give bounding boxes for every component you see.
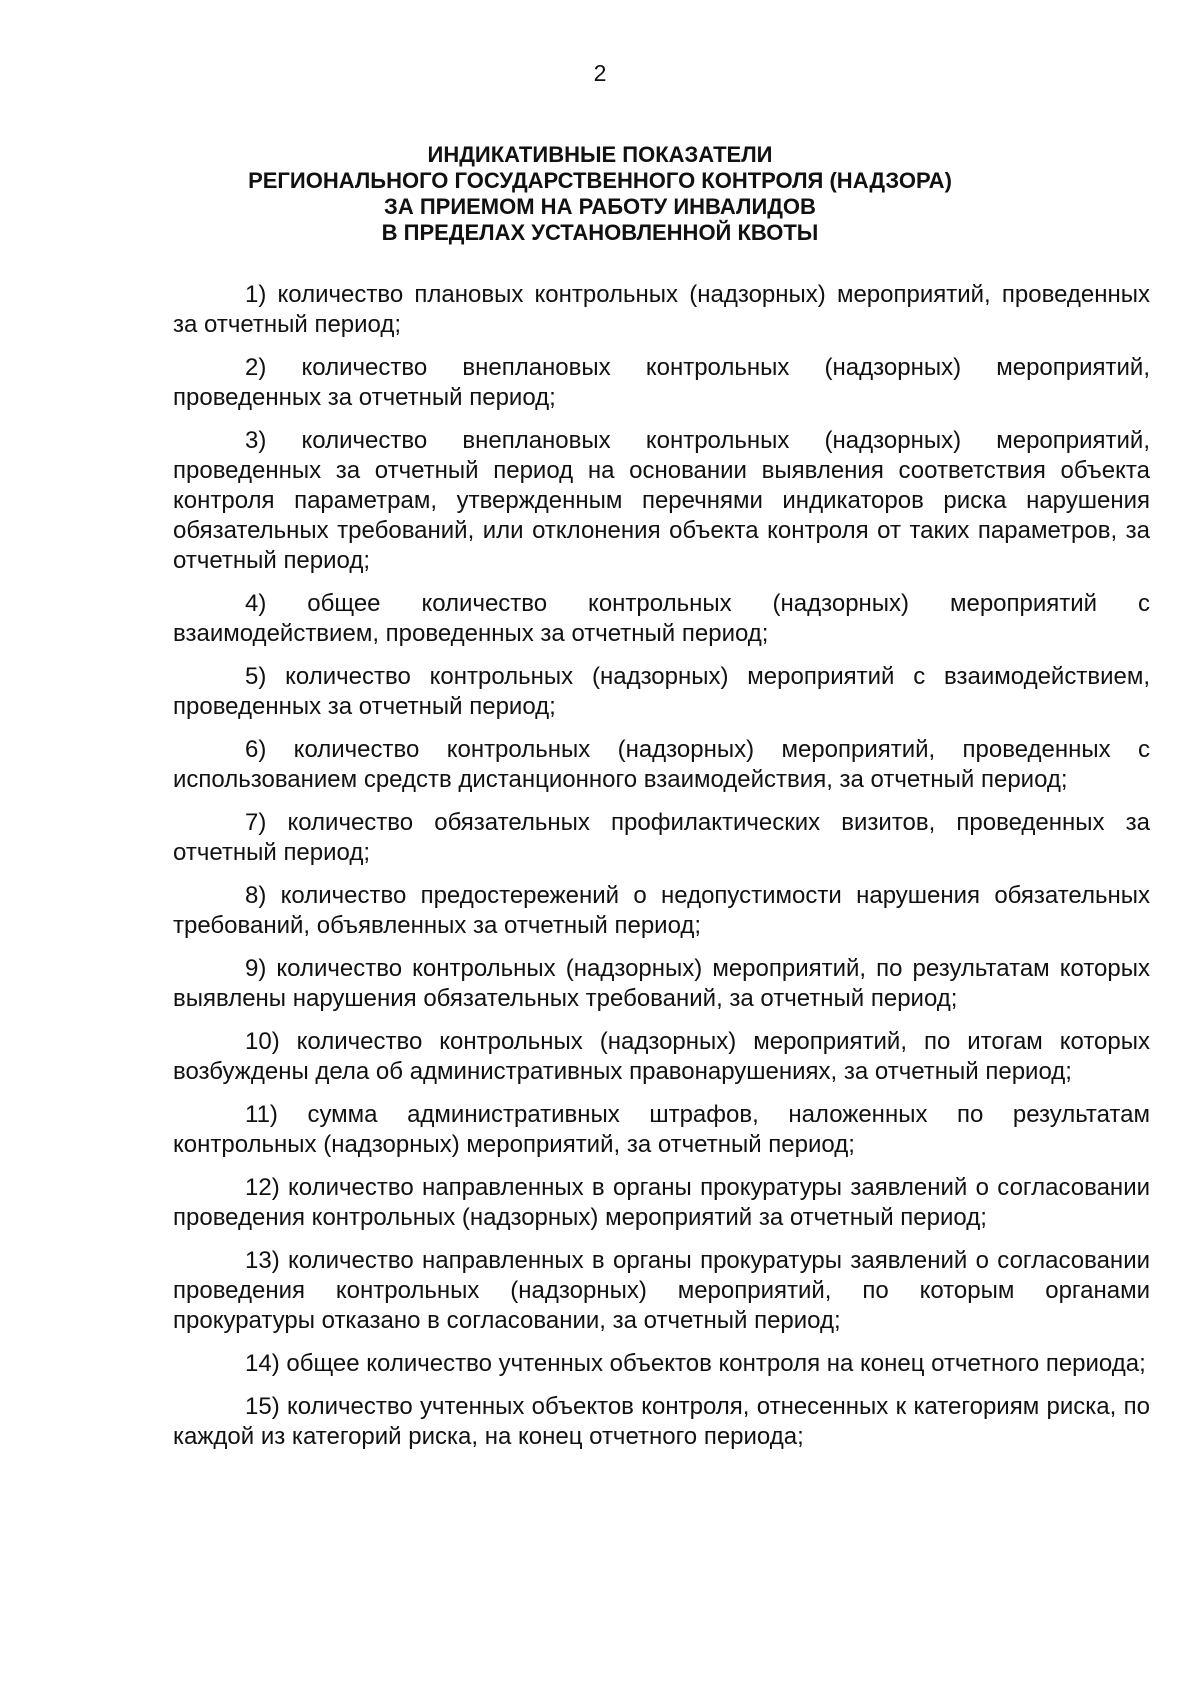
indicator-item-9: 9) количество контрольных (надзорных) мероприятий, по результатам которых выявлены нарушения обязательных требований, за отчетный период;: [173, 955, 1150, 1012]
indicator-item-3: 3) количество внеплановых контрольных (надзорных) мероприятий, проведенных за отчетный период на основании выявления соответствия объекта контроля параметрам, утвержденным перечнями индикаторов риска нарушения обязательных требований, или отклонения объекта контроля от таких параметров, за отчетный период;: [173, 427, 1150, 574]
indicator-item-14: 14) общее количество учтенных объектов контроля на конец отчетного периода;: [245, 1350, 1146, 1377]
indicator-item-4: 4) общее количество контрольных (надзорных) мероприятий с взаимодействием, проведенных за отчетный период;: [173, 590, 1150, 647]
indicator-item-2: 2) количество внеплановых контрольных (надзорных) мероприятий, проведенных за отчетный период;: [173, 354, 1150, 411]
indicator-item-6: 6) количество контрольных (надзорных) мероприятий, проведенных с использованием средств дистанционного взаимодействия, за отчетный период;: [173, 736, 1150, 793]
heading-line-1: ИНДИКАТИВНЫЕ ПОКАЗАТЕЛИ: [427, 142, 773, 167]
indicator-item-5: 5) количество контрольных (надзорных) мероприятий с взаимодействием, проведенных за отчетный период;: [173, 663, 1150, 720]
indicator-list: [173, 280, 1150, 1465]
page-number: 2: [593, 60, 607, 86]
indicator-item-7: 7) количество обязательных профилактических визитов, проведенных за отчетный период;: [173, 809, 1150, 866]
indicator-item-8: 8) количество предостережений о недопустимости нарушения обязательных требований, объявленных за отчетный период;: [173, 882, 1150, 939]
heading-line-2: РЕГИОНАЛЬНОГО ГОСУДАРСТВЕННОГО КОНТРОЛЯ (НАДЗОРА): [248, 168, 952, 193]
heading-line-4: В ПРЕДЕЛАХ УСТАНОВЛЕННОЙ КВОТЫ: [381, 220, 819, 245]
heading-line-3: ЗА ПРИЕМОМ НА РАБОТУ ИНВАЛИДОВ: [384, 194, 816, 219]
indicator-item-13: 13) количество направленных в органы прокуратуры заявлений о согласовании проведения контрольных (надзорных) мероприятий, по которым органами прокуратуры отказано в согласовании, за отчетный период;: [173, 1247, 1150, 1334]
indicator-item-12: 12) количество направленных в органы прокуратуры заявлений о согласовании проведения контрольных (надзорных) мероприятий за отчетный период;: [173, 1174, 1150, 1231]
indicator-item-15: 15) количество учтенных объектов контроля, отнесенных к категориям риска, по каждой из категорий риска, на конец отчетного периода;: [173, 1393, 1150, 1450]
indicator-item-11: 11) сумма административных штрафов, наложенных по результатам контрольных (надзорных) мероприятий, за отчетный период;: [173, 1101, 1150, 1158]
document-heading: [0, 142, 1200, 246]
indicator-item-1: 1) количество плановых контрольных (надзорных) мероприятий, проведенных за отчетный период;: [173, 281, 1150, 338]
indicator-item-10: 10) количество контрольных (надзорных) мероприятий, по итогам которых возбуждены дела об административных правонарушениях, за отчетный период;: [173, 1028, 1150, 1085]
